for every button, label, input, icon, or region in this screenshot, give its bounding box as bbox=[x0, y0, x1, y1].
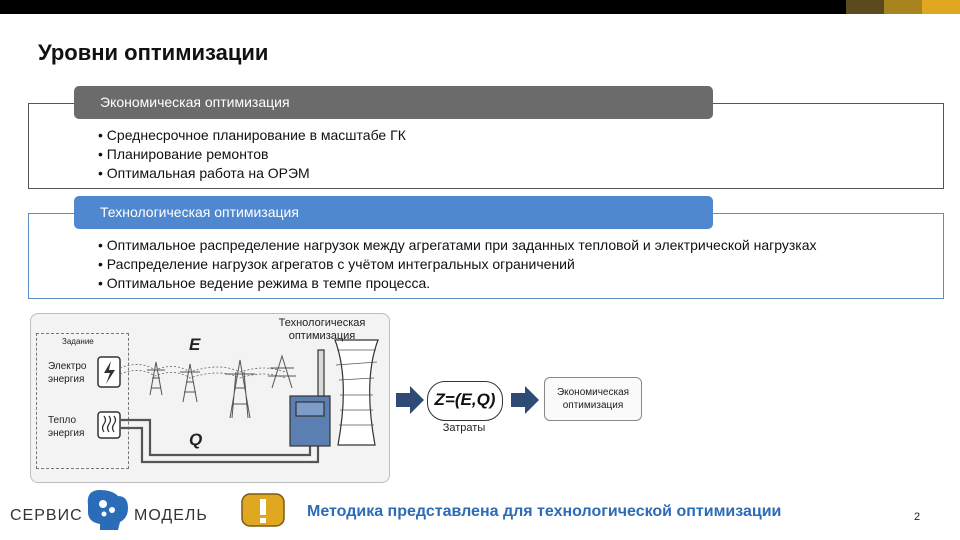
tech-optimization-caption bbox=[272, 317, 372, 343]
heat-label-1: Тепло bbox=[48, 415, 77, 426]
logo-left-text: СЕРВИС bbox=[10, 507, 83, 524]
list-item: • Оптимальная работа на ОРЭМ bbox=[98, 164, 406, 183]
list-item: • Среднесрочное планирование в масштабе ГК bbox=[98, 126, 406, 145]
electric-energy-symbol: E bbox=[189, 335, 201, 354]
economic-header: Экономическая оптимизация bbox=[74, 86, 713, 119]
econ-box-line-1: Экономическая bbox=[556, 387, 630, 398]
econ-box-line-2: оптимизация bbox=[562, 400, 624, 411]
heat-label-2: энергия bbox=[48, 428, 85, 439]
caption-line-2: оптимизация bbox=[288, 330, 356, 342]
logo-right-text: МОДЕЛЬ bbox=[134, 507, 208, 524]
task-label: Задание bbox=[62, 337, 94, 346]
power-plant-icon bbox=[290, 340, 378, 446]
transmission-tower-icon bbox=[147, 356, 296, 418]
list-item: • Оптимальное распределение нагрузок между агрегатами при заданных тепловой и электрической нагрузках bbox=[98, 236, 816, 255]
warning-icon bbox=[242, 494, 284, 526]
electric-label-2: энергия bbox=[48, 374, 85, 385]
brain-logo-icon bbox=[88, 490, 128, 530]
list-item: • Оптимальное ведение режима в темпе процесса. bbox=[98, 274, 816, 293]
caption-line-1: Технологическая bbox=[278, 317, 366, 329]
list-item: • Планирование ремонтов bbox=[98, 145, 406, 164]
power-lines bbox=[120, 364, 285, 378]
footer-note: Методика представлена для технологической оптимизации bbox=[307, 503, 782, 520]
economic-optimization-box bbox=[544, 377, 642, 421]
heat-icon bbox=[98, 412, 120, 438]
electricity-icon bbox=[98, 357, 120, 387]
heat-pipe bbox=[120, 420, 318, 462]
heat-energy-symbol: Q bbox=[189, 430, 203, 449]
costs-label: Затраты bbox=[442, 422, 486, 434]
list-item: • Распределение нагрузок агрегатов с учётом интегральных ограничений bbox=[98, 255, 816, 274]
electric-label-1: Электро bbox=[48, 361, 87, 372]
technological-header: Технологическая оптимизация bbox=[74, 196, 713, 229]
page-number: 2 bbox=[914, 511, 921, 523]
cost-formula: Z=(E,Q) bbox=[427, 381, 503, 421]
slide-title: Уровни оптимизации bbox=[38, 40, 269, 65]
